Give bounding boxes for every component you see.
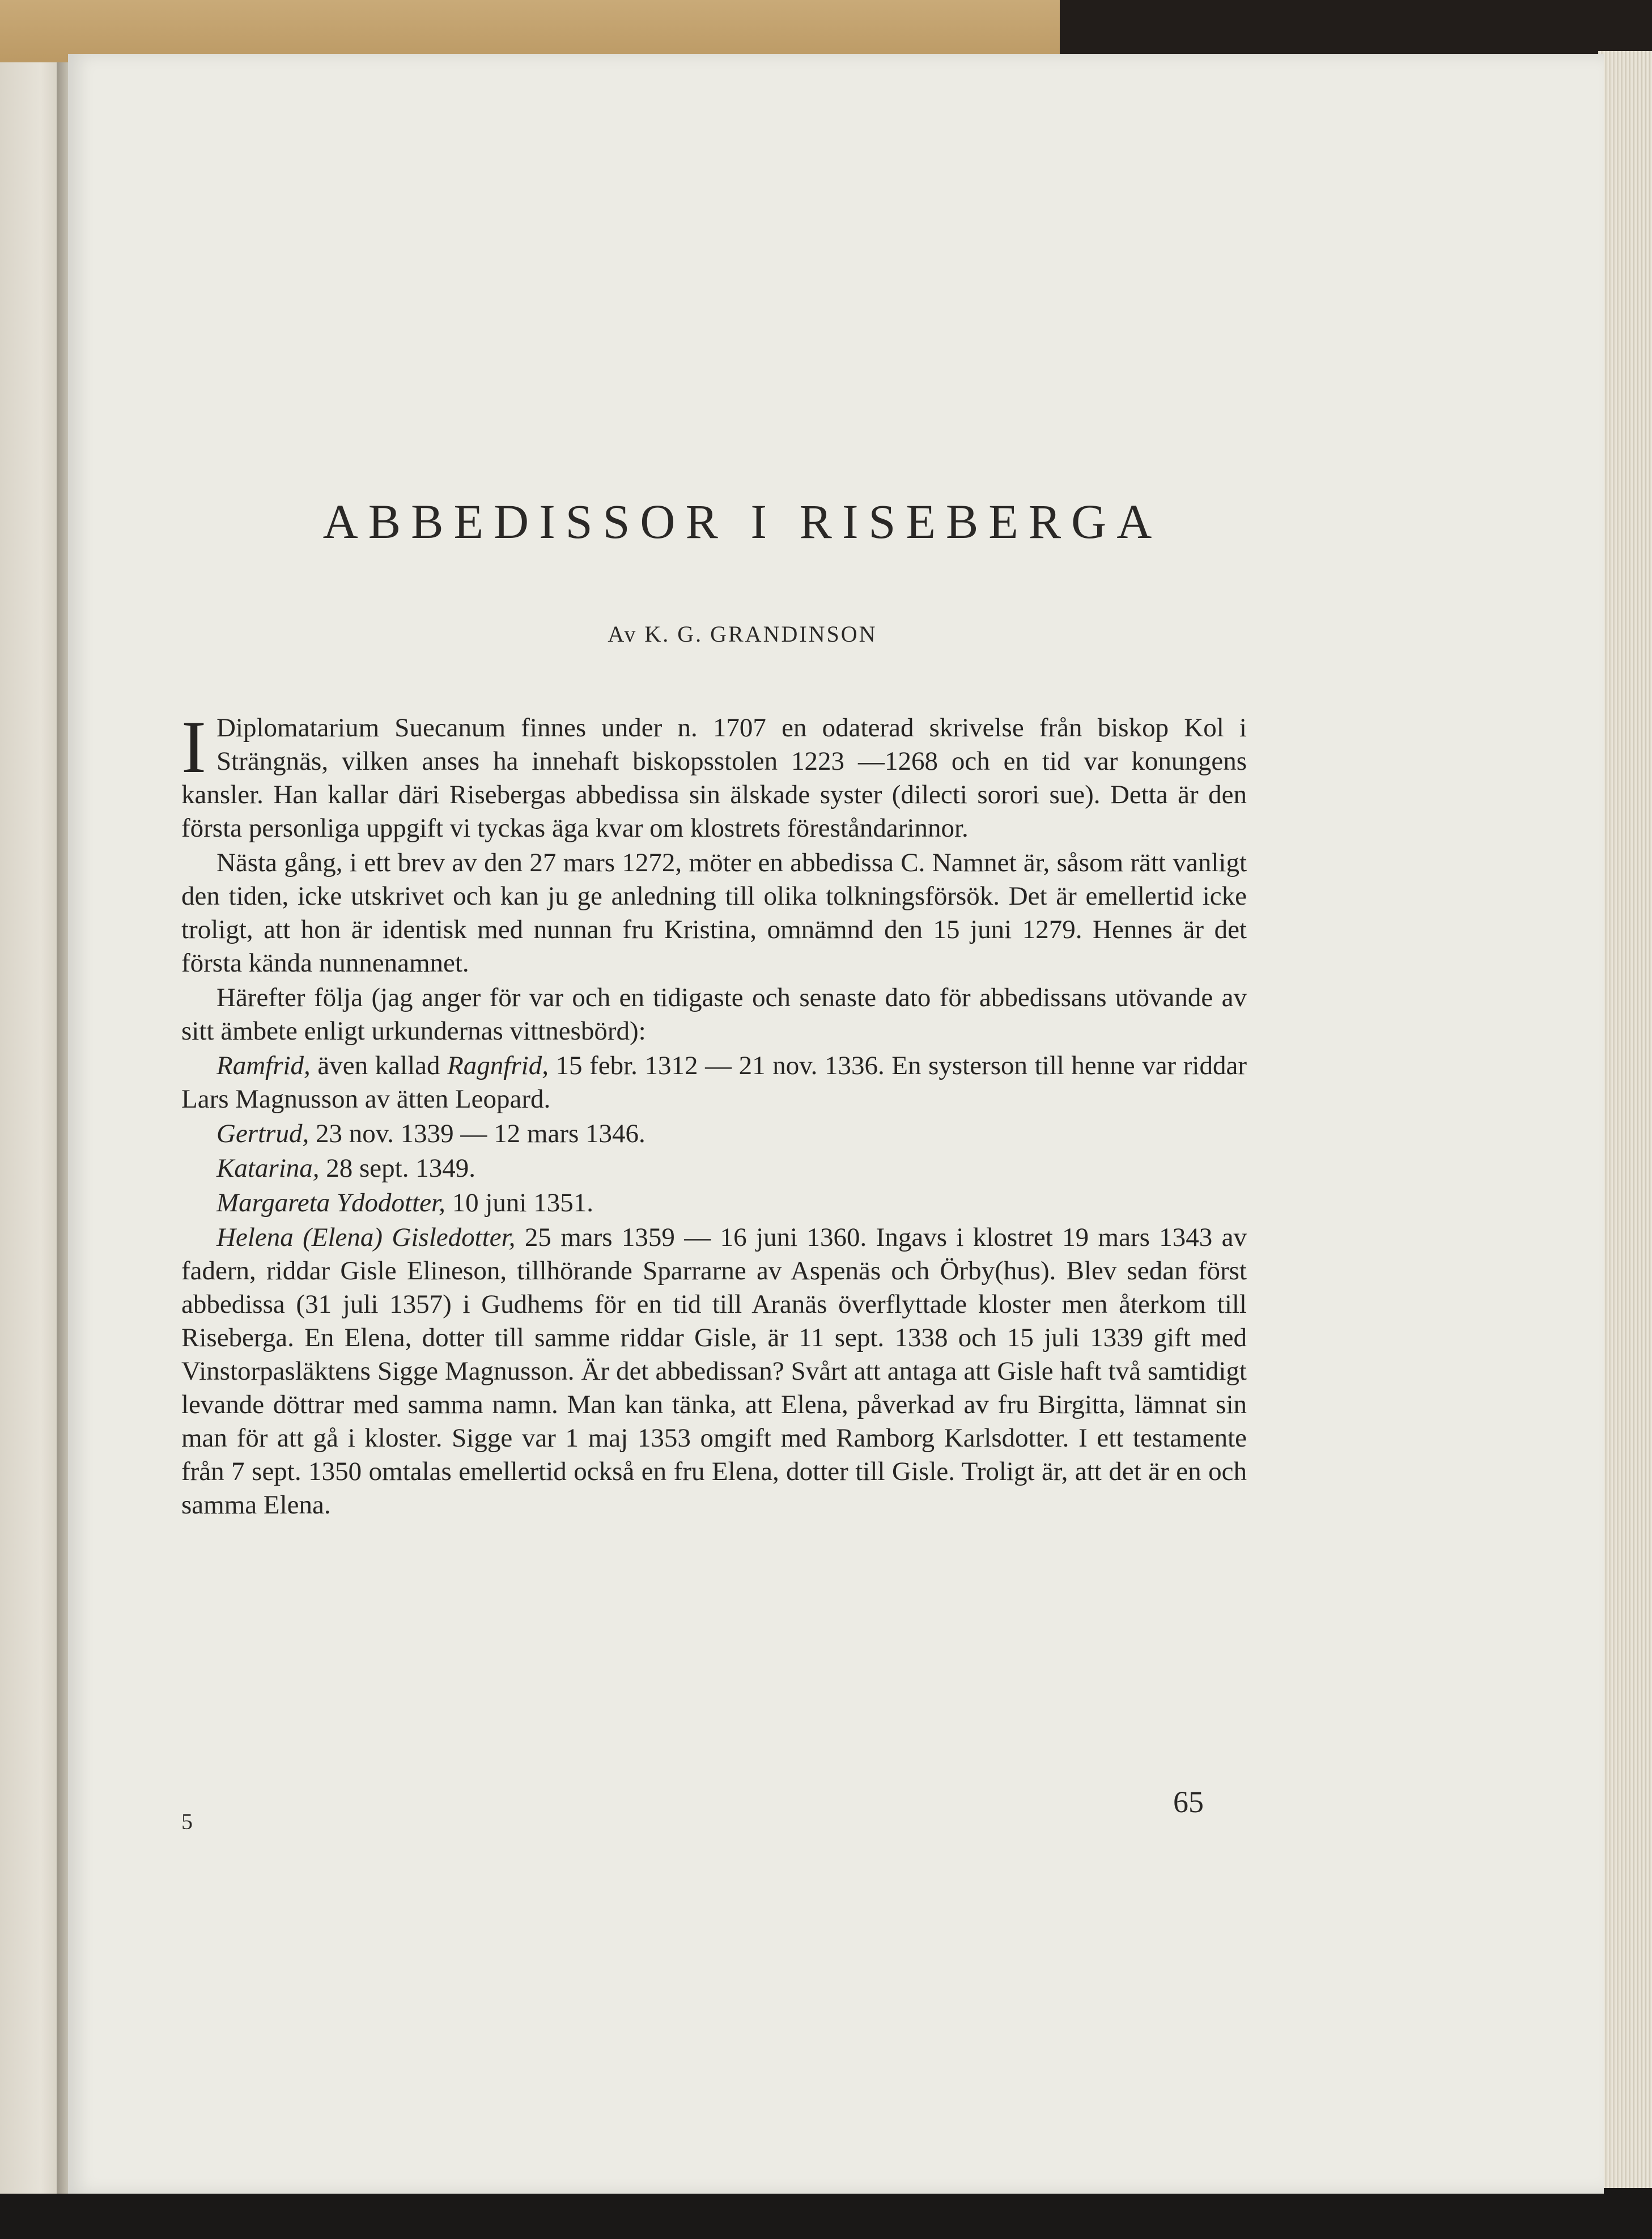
entry-text: 10 juni 1351. (445, 1188, 593, 1218)
abbess-name: Margareta Ydodotter, (216, 1188, 445, 1218)
table-cloth (0, 2188, 1652, 2239)
abbess-entry (181, 1117, 1247, 1151)
entry-text: 23 nov. 1339 — 12 mars 1346. (309, 1119, 645, 1148)
paragraph (181, 705, 1247, 845)
page-number: 65 (1173, 1785, 1204, 1819)
article-title: ABBEDISSOR I RISEBERGA (322, 494, 1162, 549)
drop-cap: I (181, 705, 206, 788)
entry-text: 25 mars 1359 — 16 juni 1360. Ingavs i klostret 19 mars 1343 av fadern, riddar Gisle Elineson, tillhörande Sparrarne av Aspenäs och Örby(hus). Blev sedan först abbedissa (31 juli 1357) i Gudhems för en tid till Aranäs överflyttade kloster men återkom till Riseberga. En Elena, dotter till samme riddar Gisle, är 11 sept. 1338 och 15 juli 1339 gift med Vinstorpasläktens Sigge Magnusson. Är det abbedissan? Svårt att antaga att Gisle haft två samtidigt levande döttrar med samma namn. Man kan tänka, att Elena, påverkad av fru Birgitta, lämnat sin man för att gå i kloster. Sigge var 1 maj 1353 omgift med Ramborg Karlsdotter. I ett testamente från 7 sept. 1350 omtalas emellertid också en fru Elena, dotter till Gisle. Troligt är, att det är en och samma Elena. (181, 1223, 1247, 1520)
abbess-name: Katarina, (216, 1154, 320, 1183)
book-cover-corner (1060, 0, 1652, 62)
article-body (181, 705, 1247, 1523)
abbess-entry (181, 1186, 1247, 1220)
article-byline: Av K. G. GRANDINSON (608, 621, 877, 647)
page-stack-edges (1598, 51, 1652, 2188)
abbess-name: Ramfrid, (216, 1051, 311, 1080)
paragraph: Nästa gång, i ett brev av den 27 mars 1272, möter en abbedissa C. Namnet är, såsom rätt vanligt den tiden, icke utskrivet och kan ju ge anledning till olika tolkningsförsök. Det är emellertid icke troligt, att hon är identisk med nunnan fru Kristina, omnämnd den 15 juni 1279. Hennes är det första kända nunnenamnet. (181, 848, 1247, 978)
abbess-entry (181, 1049, 1247, 1116)
entry-text: 15 febr. 1312 — 21 nov. 1336. En systerson till henne var riddar Lars Magnusson av ätten Leopard. (181, 1051, 1247, 1114)
paragraph: Härefter följa (jag anger för var och en tidigaste och senaste dato för abbedissans utövande av sitt ämbete enligt urkundernas vittnesbörd): (181, 983, 1247, 1046)
abbess-entry (181, 1152, 1247, 1185)
abbess-alt-name: Ragnfrid, (447, 1051, 549, 1080)
entry-text: 28 sept. 1349. (319, 1154, 475, 1183)
signature-mark: 5 (181, 1809, 193, 1834)
abbess-name: Gertrud, (216, 1119, 309, 1148)
abbess-entry (181, 1221, 1247, 1522)
entry-connector: även kallad (310, 1051, 448, 1080)
abbess-name: Helena (Elena) Gisledotter, (216, 1223, 516, 1252)
paragraph-text: Diplomatarium Suecanum finnes under n. 1707 en odaterad skrivelse från biskop Kol i Strängnäs, vilken anses ha innehaft biskopsstolen 1223 —1268 och en tid var konungens kansler. Han kallar däri Risebergas abbedissa sin älskade syster (dilecti sorori sue). Detta är den första personliga uppgift vi tyckas äga kvar om klostrets föreståndarinnor. (181, 713, 1247, 843)
